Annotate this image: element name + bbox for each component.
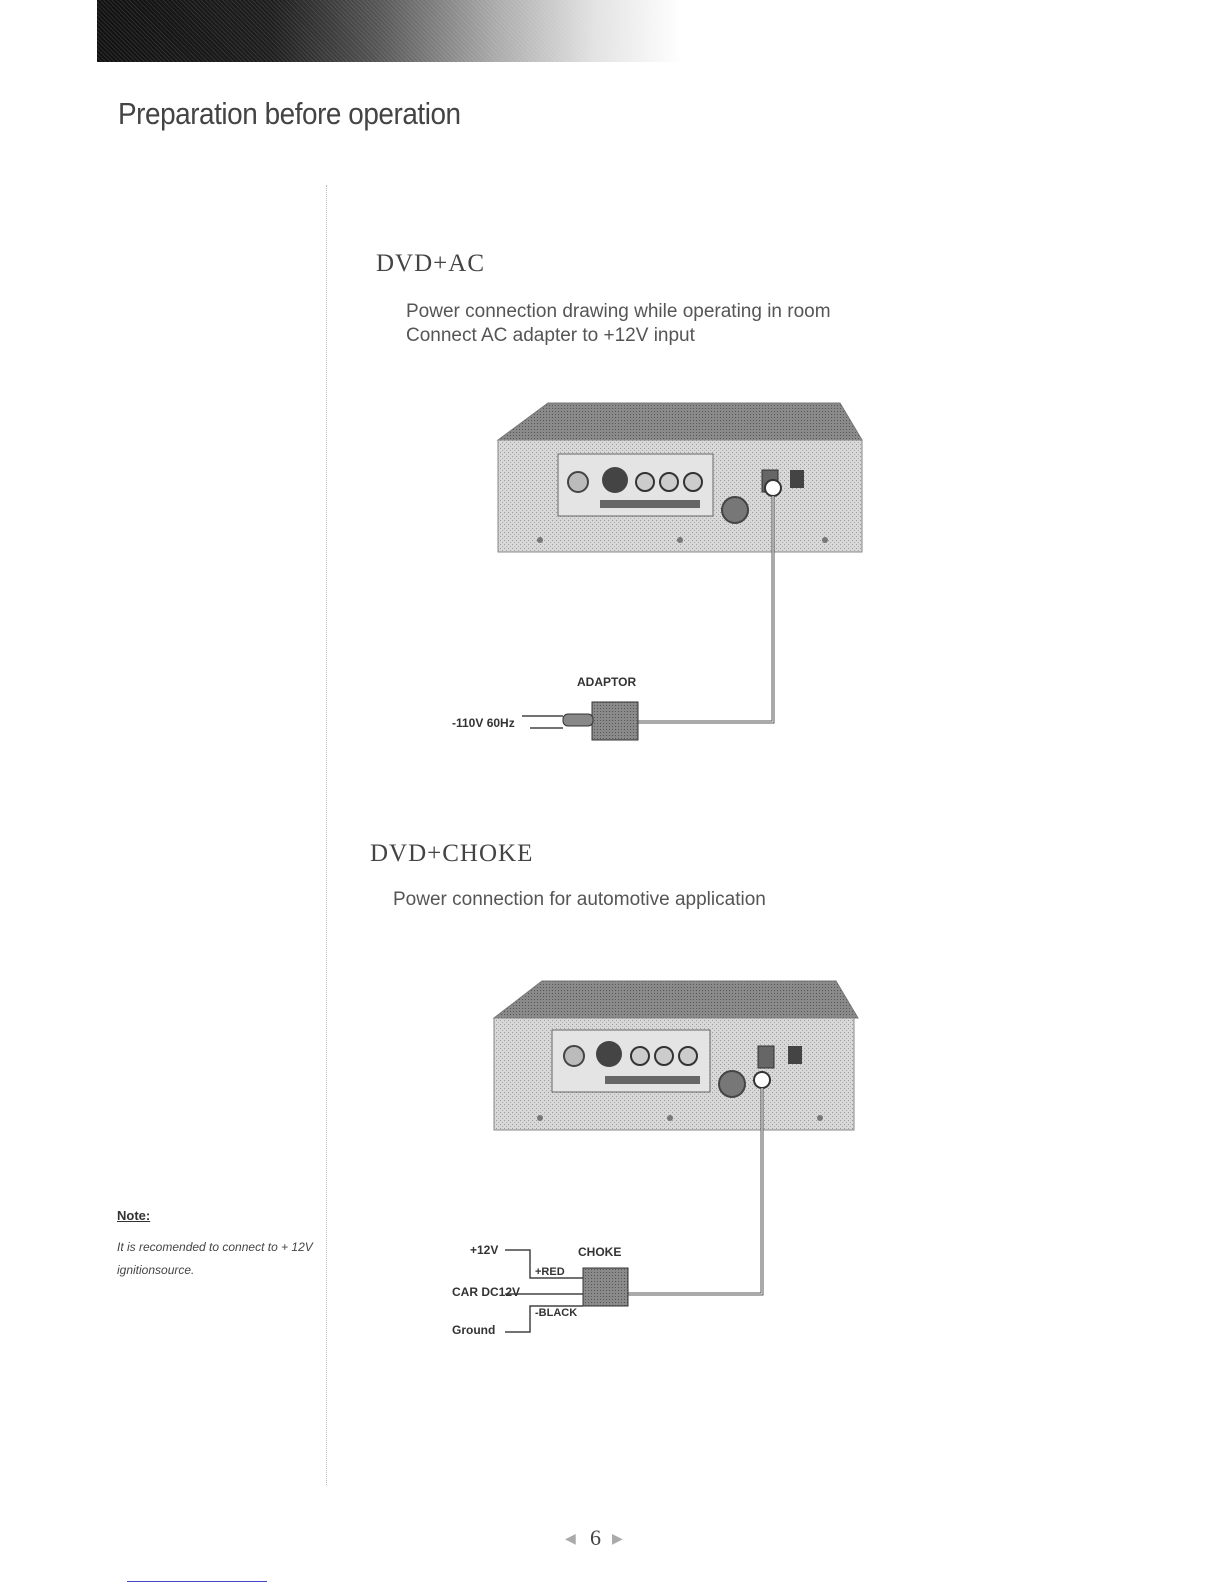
footer-line (127, 1581, 267, 1582)
label-black-wire: -BLACK (535, 1307, 578, 1319)
section-heading-ac: DVD+AC (376, 250, 485, 277)
label-choke: CHOKE (578, 1245, 622, 1259)
ac-description-line1: Power connection drawing while operating in room (406, 301, 831, 322)
page-next-arrow-icon: ▶ (612, 1530, 623, 1546)
label-mains-voltage: -110V 60Hz (452, 716, 515, 730)
label-adaptor: ADAPTOR (577, 675, 637, 689)
page-title: Preparation before operation (118, 96, 461, 131)
dvd-player-rear-ac (498, 403, 862, 552)
note-heading: Note: (117, 1208, 151, 1223)
note-text: It is recomended to connect to + 12V ignitionsource. (117, 1240, 313, 1277)
label-car-dc12v: CAR DC12V (452, 1285, 521, 1299)
choke-description-line1: Power connection for automotive application (393, 889, 766, 910)
page-prev-arrow-icon: ◀ (565, 1530, 576, 1546)
label-plus-12v: +12V (470, 1243, 499, 1257)
ac-adaptor-box (522, 702, 638, 740)
section-heading-choke: DVD+CHOKE (370, 840, 534, 867)
dvd-player-rear-choke (494, 981, 858, 1130)
ac-description-line2: Connect AC adapter to +12V input (406, 325, 695, 346)
label-ground: Ground (452, 1323, 496, 1337)
label-red-wire: +RED (535, 1266, 565, 1278)
choke-box (505, 1250, 628, 1332)
page-number: 6 (590, 1525, 601, 1550)
